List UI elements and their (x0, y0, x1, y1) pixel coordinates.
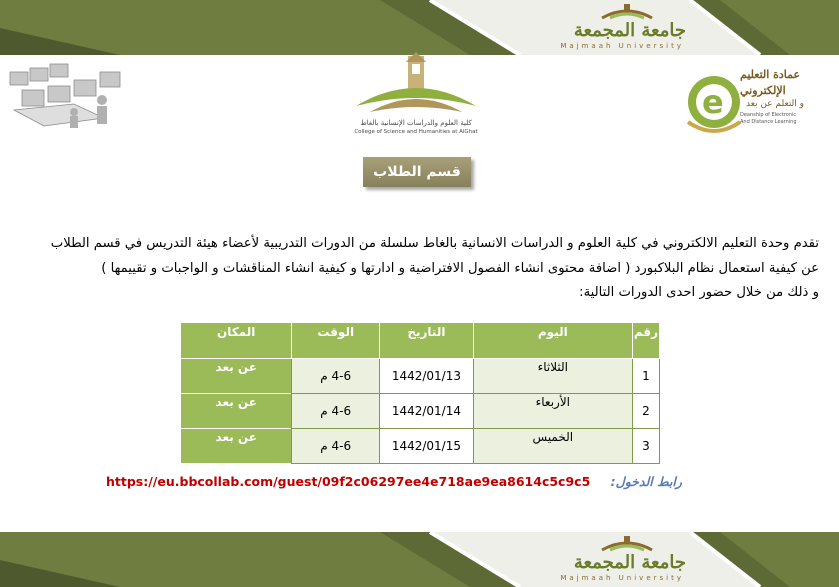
row-date: 1442/01/15 (380, 429, 474, 464)
svg-text:e: e (702, 83, 724, 121)
footer-band (0, 532, 839, 587)
college-emblem-icon (340, 52, 492, 118)
login-url-link[interactable]: https://eu.bbcollab.com/guest/09f2c06297ee4e718ae9ea8614c5c9c5 (106, 474, 591, 489)
row-place: عن بعد (181, 394, 292, 429)
row-day: الثلاثاء (473, 359, 632, 394)
row-time: 4-6 م (292, 429, 380, 464)
university-name-ar: جامعة المجمعة (573, 20, 686, 41)
login-label: رابط الدخول: (610, 474, 682, 489)
column-header-number: رقم (632, 323, 659, 359)
intro-line-2: عن كيفية استعمال نظام البلاكبورد ( اضافة محتوى انشاء الفصول الافتراضية و ادارتها و كيفية انشاء المناقشات و الواجبات و تقييمها ) (101, 261, 819, 276)
computer-lab-illustration (4, 60, 130, 135)
header-band (0, 0, 839, 55)
intro-line-3: و ذلك من خلال حضور احدى الدورات التالية: (579, 285, 819, 300)
footer-university-name-ar: جامعة المجمعة (573, 552, 686, 573)
column-header-date: التاريخ (380, 323, 474, 359)
footer-university-emblem-icon (592, 534, 732, 554)
row-date: 1442/01/13 (380, 359, 474, 394)
elearning-en-line2: And Distance Learning (740, 119, 797, 125)
row-number: 2 (632, 394, 659, 429)
college-logo (340, 52, 492, 144)
table-row (181, 359, 660, 394)
college-name-ar: كلية العلوم والدراسات الإنسانية بالغاط (360, 119, 472, 127)
row-place: عن بعد (181, 429, 292, 464)
university-name-en: Majmaah University (560, 42, 684, 50)
column-header-time: الوقت (292, 323, 380, 359)
table-row (181, 394, 660, 429)
login-link-row (106, 474, 682, 489)
schedule-table (180, 322, 660, 464)
row-date: 1442/01/14 (380, 394, 474, 429)
row-place: عن بعد (181, 359, 292, 394)
column-header-day: اليوم (473, 323, 632, 359)
row-number: 3 (632, 429, 659, 464)
row-day: الخميس (473, 429, 632, 464)
elearning-line2: الإلكتروني (740, 84, 786, 97)
elearning-logo (680, 64, 828, 140)
college-name-en: College of Science and Humanities at AlGhat (354, 129, 478, 135)
elearning-e-icon (680, 64, 744, 140)
row-time: 4-6 م (292, 359, 380, 394)
university-logo (552, 2, 692, 54)
row-day: الأربعاء (473, 394, 632, 429)
elearning-line3: و التعلم عن بعد (746, 99, 804, 109)
elearning-en-line1: Deanship of Electronic (740, 112, 797, 118)
row-number: 1 (632, 359, 659, 394)
column-header-place: المكان (181, 323, 292, 359)
elearning-line1: عمادة التعليم (740, 68, 801, 81)
table-row (181, 429, 660, 464)
university-emblem-icon (592, 2, 732, 22)
footer-university-logo (552, 534, 692, 586)
schedule-header-row (181, 323, 660, 359)
row-time: 4-6 م (292, 394, 380, 429)
footer-university-name-en: Majmaah University (560, 574, 684, 582)
department-title: قسم الطلاب (363, 157, 471, 187)
intro-line-1: تقدم وحدة التعليم الالكتروني في كلية العلوم و الدراسات الانسانية بالغاط سلسلة من الدورات التدريبية لأعضاء هيئة التدريس في قسم الطلاب (50, 236, 819, 251)
